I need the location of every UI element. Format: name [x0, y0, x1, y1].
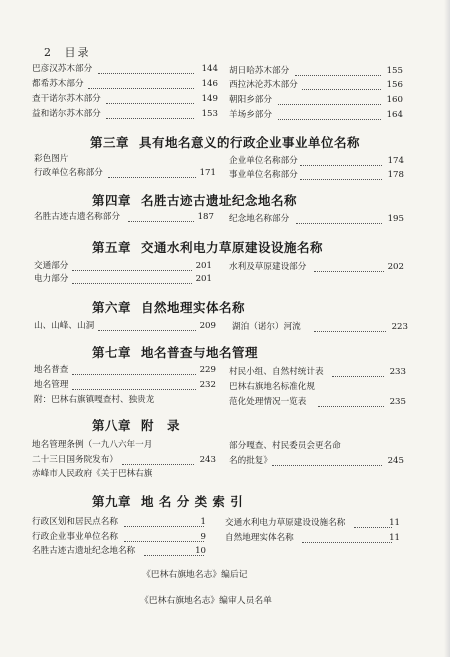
page-ref: 202	[387, 262, 404, 272]
toc-entry: 地名管理条例（一九八六年一月	[32, 440, 153, 450]
toc-entry: 益和诺尔苏木部分	[32, 109, 101, 119]
page-ref: 201	[195, 261, 212, 271]
toc-entry: 巴林右旗地名标准化规	[229, 382, 315, 392]
endnote-afterword: 《巴林右旗地名志》编后记	[142, 570, 248, 580]
page-ref: 201	[195, 274, 212, 284]
toc-entry: 湖泊（诺尔）河流	[232, 322, 301, 332]
leader-dots	[318, 406, 384, 407]
leader-dots	[278, 119, 381, 120]
endnote-editors: 《巴林右旗地名志》编审人员名单	[140, 596, 272, 606]
toc-entry: 地名普查	[34, 365, 69, 375]
page-ref: 233	[389, 367, 406, 377]
leader-dots	[295, 75, 381, 76]
toc-entry: 名胜古迹古遗名称部分	[34, 212, 120, 222]
page-ref: 209	[199, 321, 216, 331]
toc-entry: 名的批复》	[229, 456, 272, 466]
toc-entry: 交通部分	[34, 261, 69, 271]
toc-entry: 行政单位名称部分	[34, 168, 103, 178]
page-ref: 245	[387, 456, 404, 466]
toc-entry: 名胜古迹古遗址纪念地名称	[32, 546, 136, 556]
page-ref: 160	[386, 95, 403, 105]
leader-dots	[272, 465, 382, 466]
toc-entry: 彩色图片	[34, 154, 69, 164]
page-ref: 1	[200, 517, 206, 527]
toc-entry: 山、山峰、山洞	[34, 321, 95, 331]
chapter-heading: 第六章 自然地理实体名称	[92, 300, 246, 315]
page-ref: 10	[195, 546, 206, 556]
toc-entry: 附：巴林右旗镇嘎查村、独贵龙	[34, 395, 155, 405]
page-ref: 223	[391, 322, 408, 332]
toc-entry: 胡日哈苏木部分	[229, 66, 290, 76]
page-ref: 155	[386, 66, 403, 76]
scan-edge-shadow	[444, 0, 450, 657]
toc-entry: 西拉沐沦苏木部分	[229, 80, 298, 90]
toc-entry: 赤峰市人民政府《关于巴林右旗	[32, 469, 153, 479]
toc-entry: 都希苏木部分	[32, 79, 84, 89]
toc-entry: 水利及草原建设部分	[229, 262, 307, 272]
leader-dots	[278, 104, 381, 105]
page-ref: 156	[386, 80, 403, 90]
header-title: 目录	[64, 46, 91, 59]
leader-dots	[72, 374, 196, 375]
leader-dots	[122, 464, 194, 465]
page-number: 2	[44, 46, 53, 59]
chapter-heading: 第七章 地名普查与地名管理	[92, 345, 259, 360]
toc-entry: 二十三日国务院发布）	[32, 455, 118, 465]
page-ref: 149	[201, 94, 218, 104]
page-ref: 11	[389, 518, 400, 528]
leader-dots	[106, 103, 194, 104]
page-ref: 174	[387, 156, 404, 166]
toc-entry: 地名管理	[34, 380, 69, 390]
toc-entry: 行政区划和居民点名称	[32, 517, 118, 527]
toc-entry: 村民小组、自然村统计表	[229, 367, 324, 377]
page-ref: 146	[201, 79, 218, 89]
leader-dots	[314, 271, 384, 272]
page-ref: 9	[200, 532, 206, 542]
page-ref: 11	[389, 533, 400, 543]
page-ref: 229	[199, 365, 216, 375]
page-ref: 243	[199, 455, 216, 465]
page-ref: 164	[386, 110, 403, 120]
toc-entry: 巴彦汉苏木部分	[32, 64, 93, 74]
toc-entry: 纪念地名称部分	[229, 214, 290, 224]
leader-dots	[300, 165, 382, 166]
toc-entry: 朝阳乡部分	[229, 95, 272, 105]
toc-entry: 羊场乡部分	[229, 110, 272, 120]
page-ref: 178	[387, 170, 404, 180]
toc-entry: 交通水利电力草原建设设施名称	[225, 518, 346, 528]
chapter-heading: 第五章 交通水利电力草原建设设施名称	[92, 240, 324, 255]
page-ref: 232	[199, 380, 216, 390]
leader-dots	[98, 330, 196, 331]
toc-entry: 电力部分	[34, 274, 69, 284]
leader-dots	[332, 376, 384, 377]
page-ref: 187	[197, 212, 214, 222]
chapter-heading: 第三章 具有地名意义的行政企业事业单位名称	[90, 135, 361, 150]
page-ref: 153	[201, 109, 218, 119]
page-ref: 144	[201, 64, 218, 74]
leader-dots	[108, 177, 196, 178]
leader-dots	[72, 270, 192, 271]
page-ref: 171	[199, 168, 216, 178]
leader-dots	[300, 179, 382, 180]
leader-dots	[302, 89, 381, 90]
toc-entry: 自然地理实体名称	[225, 533, 294, 543]
toc-entry: 部分嘎查、村民委员会更名命	[229, 441, 341, 451]
leader-dots	[98, 73, 194, 74]
leader-dots	[88, 88, 194, 89]
page-ref: 235	[389, 397, 406, 407]
leader-dots	[106, 118, 194, 119]
leader-dots	[128, 221, 194, 222]
running-header	[44, 44, 91, 60]
chapter-heading: 第四章 名胜古迹古遗址纪念地名称	[92, 193, 298, 208]
toc-entry: 事业单位名称部分	[229, 170, 298, 180]
leader-dots	[314, 331, 386, 332]
leader-dots	[72, 389, 196, 390]
leader-dots	[72, 283, 192, 284]
chapter-heading: 第八章 附 录	[92, 418, 181, 433]
toc-entry: 企业单位名称部分	[229, 156, 298, 166]
toc-entry: 查干诺尔苏木部分	[32, 94, 101, 104]
toc-entry: 行政企业事业单位名称	[32, 532, 118, 542]
page-ref: 195	[387, 214, 404, 224]
toc-entry: 范化处理情况一览表	[229, 397, 307, 407]
leader-dots	[296, 223, 382, 224]
chapter-heading: 第九章 地 名 分 类 索 引	[92, 494, 244, 509]
